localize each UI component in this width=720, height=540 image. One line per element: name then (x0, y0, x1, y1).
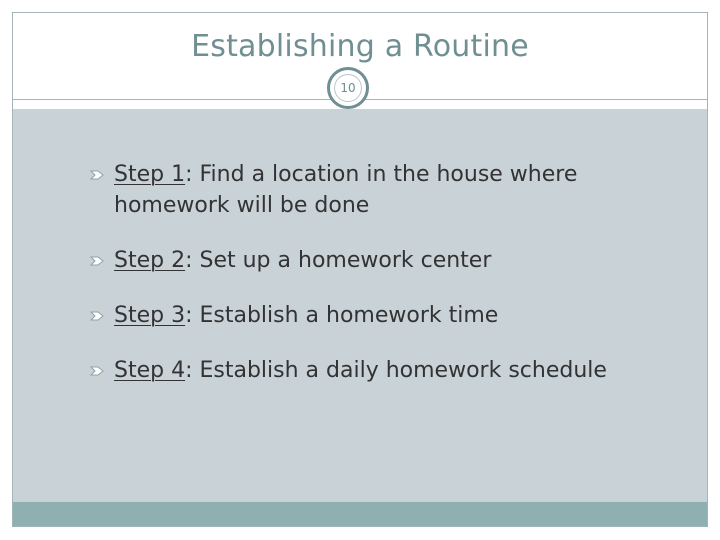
list-item-step-1 (94, 159, 654, 221)
bullet-icon (90, 365, 104, 377)
page-number: 10 (334, 74, 362, 102)
page-number-badge (327, 67, 369, 109)
step-4-text (94, 355, 654, 386)
footer-bar (13, 502, 707, 526)
list-item-step-2 (94, 245, 654, 276)
steps-list (94, 159, 654, 410)
bullet-icon (90, 169, 104, 181)
step-2-label: Step 2 (114, 248, 186, 273)
step-1-label: Step 1 (114, 162, 186, 187)
step-1-description-line-1: : Find a location in the house where (185, 162, 578, 187)
step-3-description: : Establish a homework time (185, 303, 499, 328)
list-item-step-3 (94, 300, 654, 331)
step-1-text (94, 159, 654, 221)
step-2-text (94, 245, 654, 276)
step-4-description: : Establish a daily homework schedule (185, 358, 607, 383)
step-4-label: Step 4 (114, 358, 186, 383)
step-1-description-line-2: homework will be done (114, 193, 370, 218)
list-item-step-4 (94, 355, 654, 386)
bullet-icon (90, 310, 104, 322)
slide-title: Establishing a Routine (191, 29, 529, 64)
step-3-text (94, 300, 654, 331)
step-3-label: Step 3 (114, 303, 186, 328)
bullet-icon (90, 255, 104, 267)
step-2-description: : Set up a homework center (185, 248, 492, 273)
